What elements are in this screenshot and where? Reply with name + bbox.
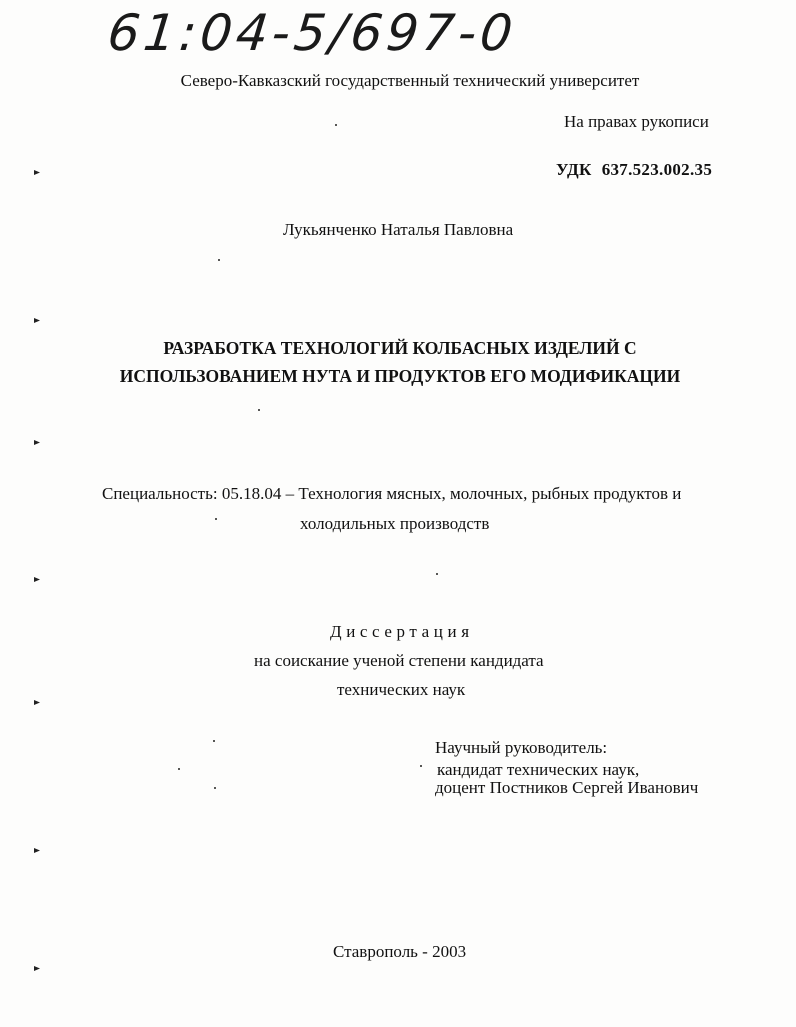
udk-label: УДК — [556, 160, 592, 179]
supervisor-heading: Научный руководитель: — [435, 738, 608, 757]
university-name: Северо-Кавказский государственный технический университет — [180, 71, 640, 90]
supervisor-degree: кандидат технических наук, — [437, 760, 640, 779]
scan-mark — [34, 966, 40, 971]
scan-mark — [34, 170, 40, 175]
dissertation-field-line: технических наук — [337, 680, 466, 699]
specialty-line-1: Специальность: 05.18.04 – Технология мясных, молочных, рыбных продуктов и — [102, 484, 682, 503]
supervisor-name: доцент Постников Сергей Иванович — [435, 778, 699, 797]
scan-speck — [258, 409, 260, 411]
dissertation-heading: Диссертация — [330, 622, 474, 641]
handwritten-archive-number: 61:04-5/697-0 — [104, 4, 520, 62]
scan-speck — [178, 768, 180, 770]
thesis-title-line-2: ИСПОЛЬЗОВАНИЕМ НУТА И ПРОДУКТОВ ЕГО МОДИФИКАЦИИ — [119, 366, 681, 386]
scan-mark — [34, 577, 40, 582]
scan-speck — [420, 765, 422, 767]
scan-speck — [335, 124, 337, 126]
city-year: Ставрополь - 2003 — [333, 942, 467, 961]
rights-notice: На правах рукописи — [564, 112, 709, 131]
author-name: Лукьянченко Наталья Павловна — [283, 220, 514, 239]
scan-speck — [214, 787, 216, 789]
dissertation-degree-line: на соискание ученой степени кандидата — [254, 651, 544, 670]
scan-speck — [218, 259, 220, 261]
scan-speck — [213, 740, 215, 742]
thesis-title-line-1: РАЗРАБОТКА ТЕХНОЛОГИЙ КОЛБАСНЫХ ИЗДЕЛИЙ С — [163, 338, 637, 358]
specialty-line-2: холодильных производств — [300, 514, 490, 533]
scan-mark — [34, 318, 40, 323]
scan-speck — [436, 573, 438, 575]
udk-line — [556, 160, 712, 180]
scan-mark — [34, 440, 40, 445]
udk-code: 637.523.002.35 — [601, 160, 713, 179]
scan-mark — [34, 700, 40, 705]
scan-speck — [215, 518, 217, 520]
scan-mark — [34, 848, 40, 853]
